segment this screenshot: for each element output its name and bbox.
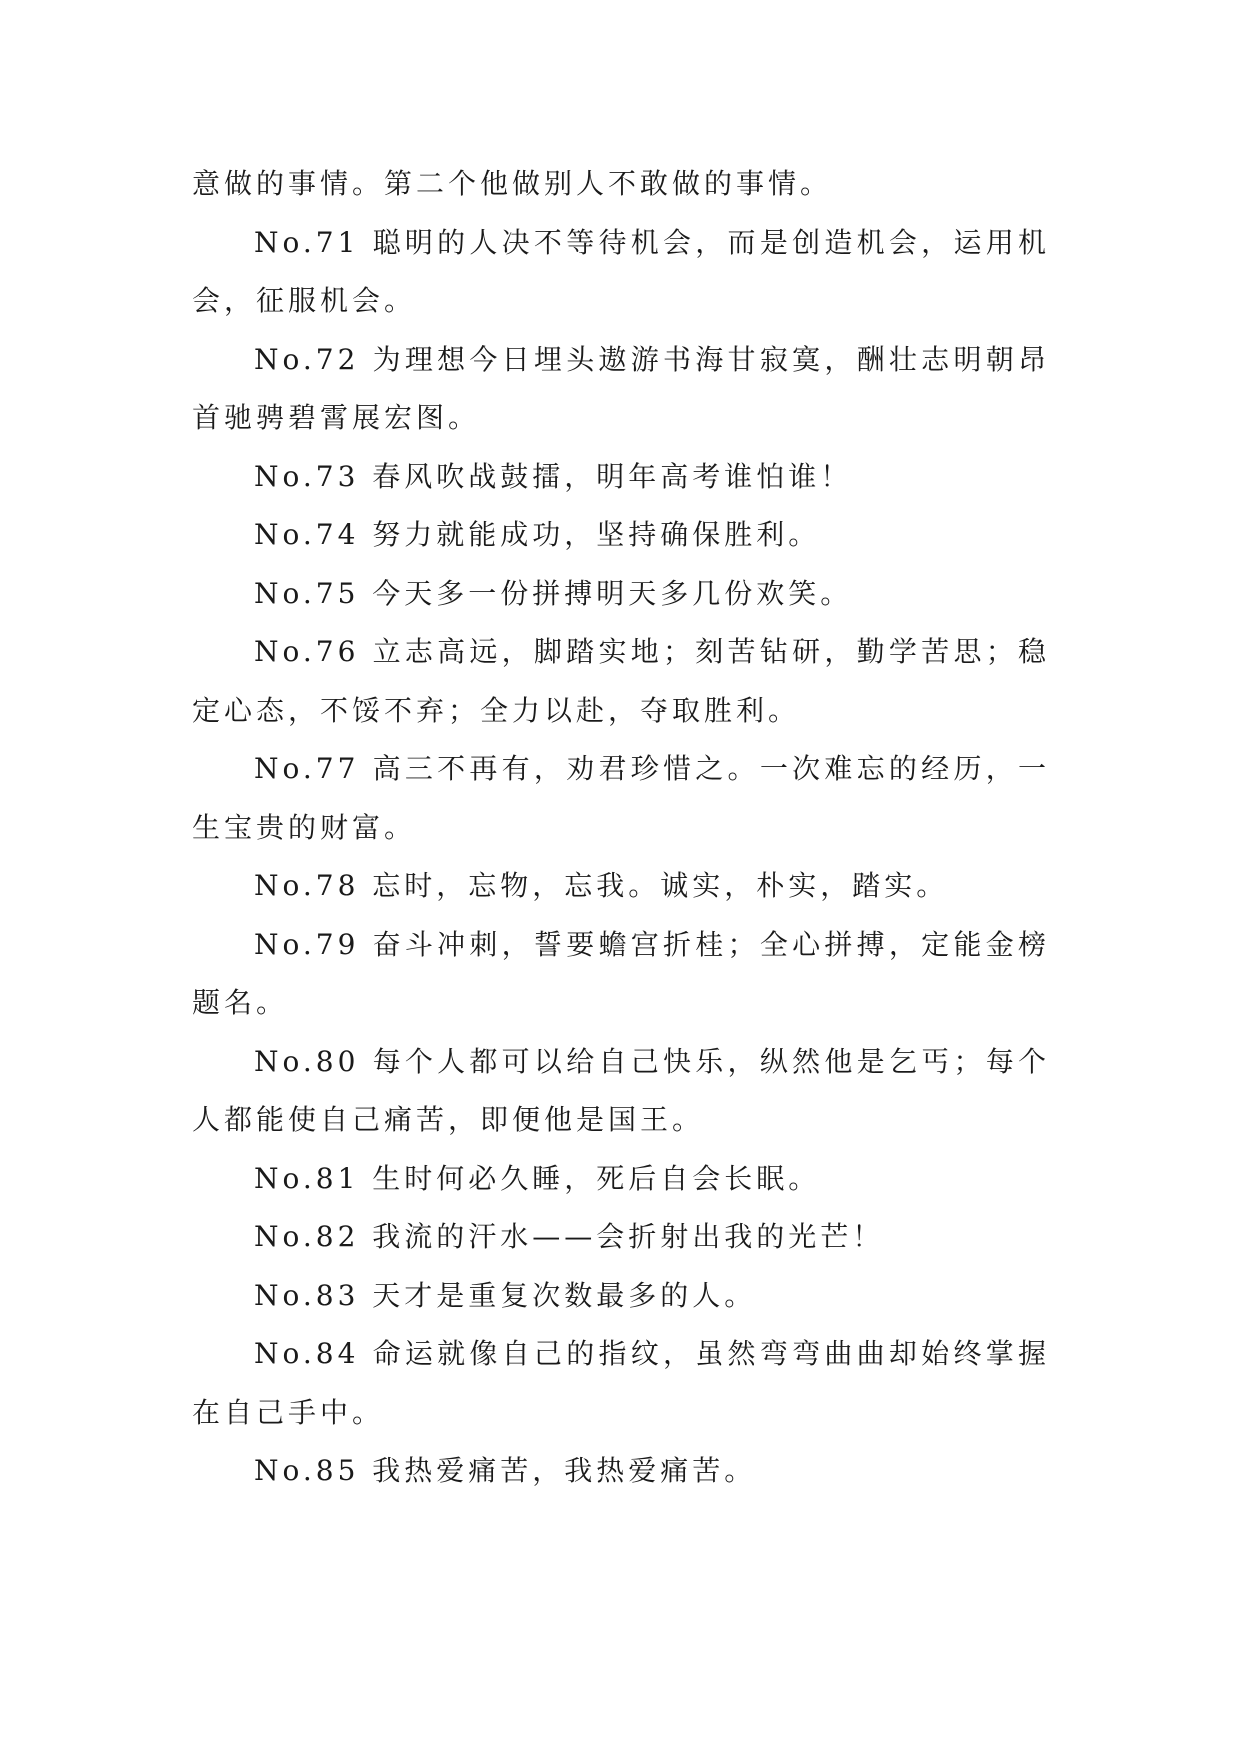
quote-paragraph-77: No.77 高三不再有，劝君珍惜之。一次难忘的经历，一生宝贵的财富。 <box>192 752 1050 844</box>
quote-paragraph-80: No.80 每个人都可以给自己快乐，纵然他是乞丐；每个人都能使自己痛苦，即便他是国王。 <box>192 1044 1050 1136</box>
quote-paragraph-81: No.81 生时何必久睡，死后自会长眠。 <box>254 1161 821 1195</box>
quote-paragraph-71: No.71 聪明的人决不等待机会，而是创造机会，运用机会，征服机会。 <box>192 225 1050 317</box>
document-page <box>192 155 1050 1501</box>
quote-paragraph-73: No.73 春风吹战鼓擂，明年高考谁怕谁！ <box>254 459 853 493</box>
quote-paragraph-76: No.76 立志高远，脚踏实地；刻苦钻研，勤学苦思；稳定心态，不馁不弃；全力以赴，夺取胜利。 <box>192 635 1050 727</box>
quote-paragraph-75: No.75 今天多一份拼搏明天多几份欢笑。 <box>254 576 853 610</box>
paragraph-continuation: 意做的事情。第二个他做别人不敢做的事情。 <box>192 167 833 200</box>
quote-paragraph-78: No.78 忘时，忘物，忘我。诚实，朴实，踏实。 <box>254 869 949 902</box>
quote-paragraph-84: No.84 命运就像自己的指纹，虽然弯弯曲曲却始终掌握在自己手中。 <box>192 1337 1050 1429</box>
quote-paragraph-74: No.74 努力就能成功，坚持确保胜利。 <box>254 518 821 551</box>
quote-paragraph-85: No.85 我热爱痛苦，我热爱痛苦。 <box>254 1454 757 1487</box>
quote-paragraph-79: No.79 奋斗冲刺，誓要蟾宫折桂；全心拼搏，定能金榜题名。 <box>192 927 1050 1019</box>
quote-paragraph-83: No.83 天才是重复次数最多的人。 <box>254 1278 757 1312</box>
quote-paragraph-72: No.72 为理想今日埋头遨游书海甘寂寞，酬壮志明朝昂首驰骋碧霄展宏图。 <box>192 342 1050 434</box>
quote-paragraph-82: No.82 我流的汗水——会折射出我的光芒！ <box>254 1220 885 1253</box>
